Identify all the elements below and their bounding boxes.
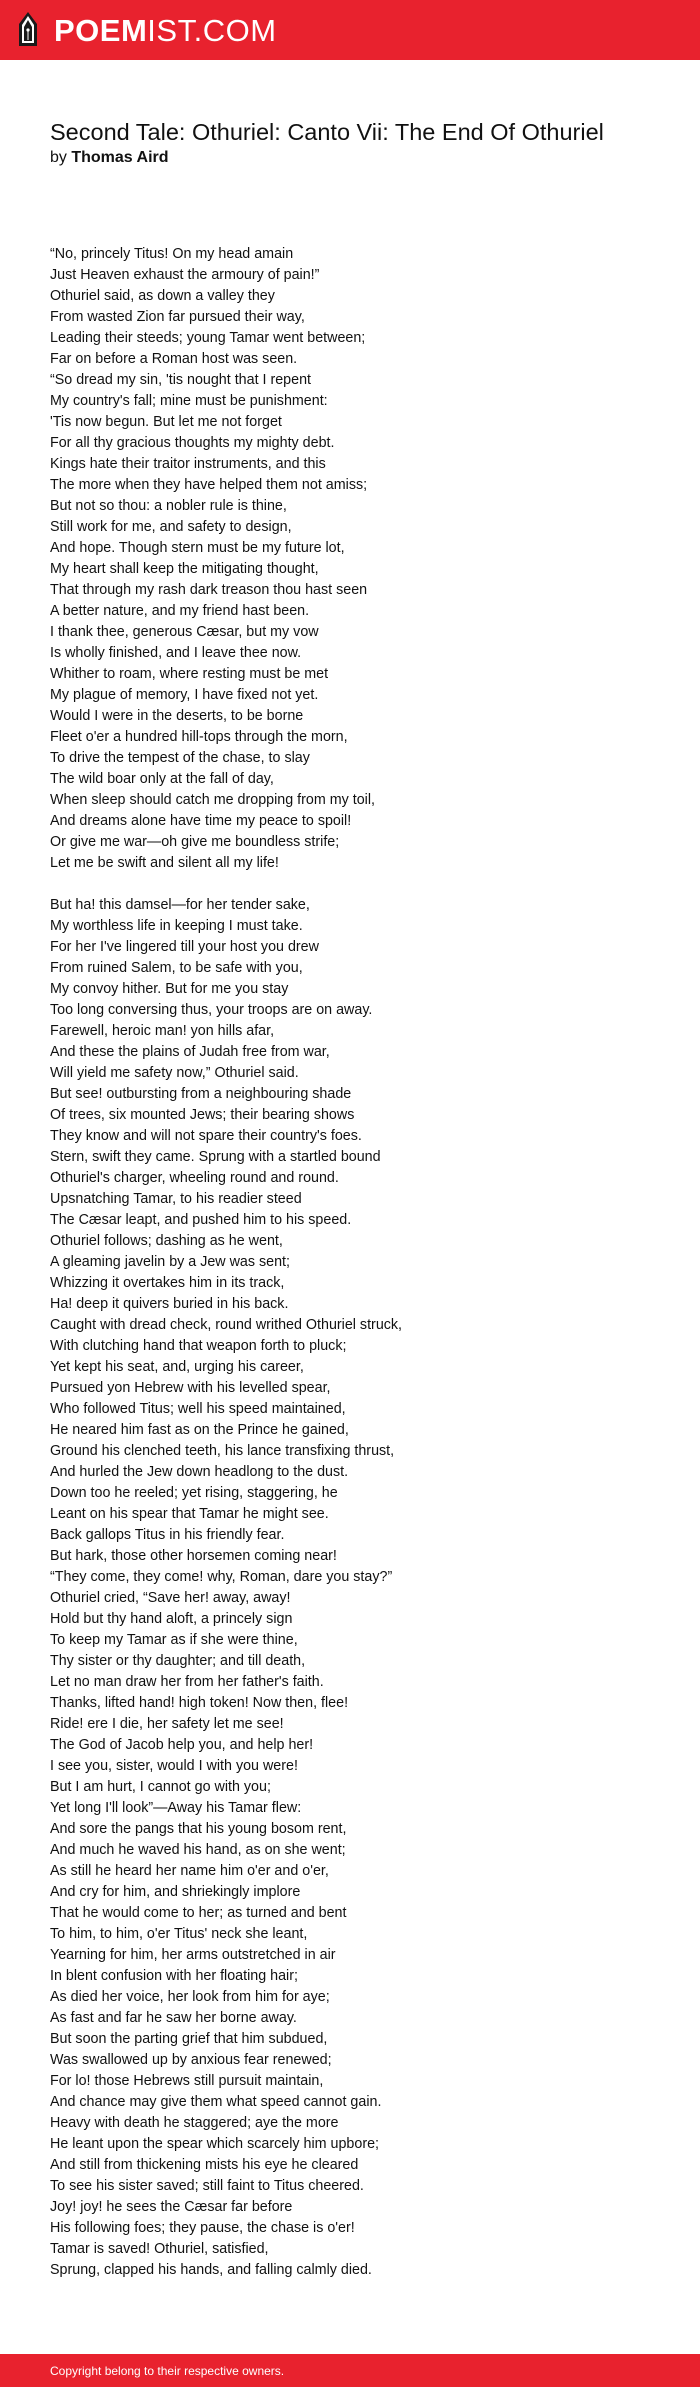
site-footer (0, 2354, 700, 2387)
poem-line: To drive the tempest of the chase, to slay (50, 750, 310, 766)
poem-line: Down too he reeled; yet rising, staggering, he (50, 1485, 338, 1501)
poem-line: My worthless life in keeping I must take. (50, 918, 303, 934)
poem-line: For lo! those Hebrews still pursuit maintain, (50, 2073, 324, 2089)
poem-line: Hold but thy hand aloft, a princely sign (50, 1611, 293, 1627)
poem-line: Is wholly finished, and I leave thee now. (50, 645, 302, 661)
author-name[interactable]: Thomas Aird (71, 149, 169, 166)
poem-line: For all thy gracious thoughts my mighty debt. (50, 435, 335, 451)
pen-nib-icon[interactable] (16, 10, 40, 50)
poem-line: To see his sister saved; still faint to Titus cheered. (50, 2178, 364, 2194)
poem-line: And sore the pangs that his young bosom rent, (50, 1821, 347, 1837)
poem-line: The Cæsar leapt, and pushed him to his speed. (50, 1212, 352, 1228)
poem-line: And these the plains of Judah free from war, (50, 1044, 330, 1060)
poem-line: And cry for him, and shriekingly implore (50, 1884, 301, 1900)
logo-light-text: IST.COM (147, 12, 277, 48)
poem-line: When sleep should catch me dropping from my toil, (50, 792, 376, 808)
site-header (0, 0, 700, 60)
site-logo[interactable] (54, 12, 277, 48)
poem-title: Second Tale: Othuriel: Canto Vii: The End Of Othuriel (50, 119, 604, 145)
poem-line: Yet long I'll look”—Away his Tamar flew: (50, 1800, 302, 1816)
stanza-break (50, 874, 670, 895)
poem-line: He neared him fast as on the Prince he gained, (50, 1422, 349, 1438)
poem-line: Ride! ere I die, her safety let me see! (50, 1716, 284, 1732)
poem-line: The more when they have helped them not amiss; (50, 477, 368, 493)
poem-line: And much he waved his hand, as on she went; (50, 1842, 346, 1858)
poem-line: As died her voice, her look from him for aye; (50, 1989, 330, 2005)
poem-line: Still work for me, and safety to design, (50, 519, 292, 535)
byline (50, 147, 650, 169)
poem-line: Ha! deep it quivers buried in his back. (50, 1296, 289, 1312)
poem-line: But not so thou: a nobler rule is thine, (50, 498, 287, 514)
poem-header (50, 119, 650, 169)
logo-bold-text: POEM (54, 12, 148, 48)
poem-line: Let no man draw her from her father's faith. (50, 1674, 324, 1690)
poem-line: Thy sister or thy daughter; and till death, (50, 1653, 306, 1669)
poem-line: To keep my Tamar as if she were thine, (50, 1632, 298, 1648)
poem-line: Or give me war—oh give me boundless strife; (50, 834, 340, 850)
poem-line: A gleaming javelin by a Jew was sent; (50, 1254, 290, 1270)
poem-line: From ruined Salem, to be safe with you, (50, 960, 303, 976)
poem-line: My country's fall; mine must be punishment: (50, 393, 328, 409)
poem-line: Was swallowed up by anxious fear renewed; (50, 2052, 332, 2068)
poem-line: Pursued yon Hebrew with his levelled spear, (50, 1380, 331, 1396)
stanza (50, 244, 670, 874)
poem-line: But ha! this damsel—for her tender sake, (50, 897, 310, 913)
poem-line: That he would come to her; as turned and bent (50, 1905, 347, 1921)
poem-line: As fast and far he saw her borne away. (50, 2010, 297, 2026)
poem-line: Would I were in the deserts, to be borne (50, 708, 304, 724)
poem-line: Whither to roam, where resting must be met (50, 666, 329, 682)
poem-line: Thanks, lifted hand! high token! Now then, flee! (50, 1695, 349, 1711)
poem-line: I thank thee, generous Cæsar, but my vow (50, 624, 319, 640)
poem-line: And dreams alone have time my peace to spoil! (50, 813, 352, 829)
poem-line: Whizzing it overtakes him in its track, (50, 1275, 285, 1291)
poem-line: Stern, swift they came. Sprung with a startled bound (50, 1149, 381, 1165)
poem-line: Othuriel's charger, wheeling round and round. (50, 1170, 339, 1186)
poem-line: Yearning for him, her arms outstretched in air (50, 1947, 336, 1963)
by-label: by (50, 149, 67, 166)
poem-line: For her I've lingered till your host you drew (50, 939, 319, 955)
poem-line: He leant upon the spear which scarcely him upbore; (50, 2136, 380, 2152)
poem-line: Farewell, heroic man! yon hills afar, (50, 1023, 275, 1039)
poem-body (50, 244, 670, 2281)
poem-line: Othuriel cried, “Save her! away, away! (50, 1590, 291, 1606)
poem-line: Fleet o'er a hundred hill-tops through the morn, (50, 729, 348, 745)
poem-line: Will yield me safety now,” Othuriel said. (50, 1065, 299, 1081)
poem-line: They know and will not spare their country's foes. (50, 1128, 362, 1144)
poem-line: Of trees, six mounted Jews; their bearing shows (50, 1107, 355, 1123)
poem-line: Leading their steeds; young Tamar went between; (50, 330, 366, 346)
poem-line: Far on before a Roman host was seen. (50, 351, 298, 367)
stanza (50, 895, 670, 2281)
poem-line: From wasted Zion far pursued their way, (50, 309, 305, 325)
poem-line: As still he heard her name him o'er and o'er, (50, 1863, 329, 1879)
poem-line: That through my rash dark treason thou hast seen (50, 582, 368, 598)
poem-line: To him, to him, o'er Titus' neck she leant, (50, 1926, 308, 1942)
poem-line: 'Tis now begun. But let me not forget (50, 414, 282, 430)
poem-line: “No, princely Titus! On my head amain (50, 246, 294, 262)
poem-line: “They come, they come! why, Roman, dare you stay?” (50, 1569, 393, 1585)
poem-line: But I am hurt, I cannot go with you; (50, 1779, 271, 1795)
poem-line: Heavy with death he staggered; aye the more (50, 2115, 339, 2131)
poem-line: But soon the parting grief that him subdued, (50, 2031, 328, 2047)
poem-line: And hope. Though stern must be my future lot, (50, 540, 345, 556)
poem-line: In blent confusion with her floating hair; (50, 1968, 298, 1984)
poem-line: Ground his clenched teeth, his lance transfixing thrust, (50, 1443, 395, 1459)
poem-line: With clutching hand that weapon forth to pluck; (50, 1338, 347, 1354)
poem-line: Back gallops Titus in his friendly fear. (50, 1527, 285, 1543)
poem-line: Just Heaven exhaust the armoury of pain!” (50, 267, 320, 283)
poem-line: Leant on his spear that Tamar he might see. (50, 1506, 329, 1522)
poem-line: Sprung, clapped his hands, and falling calmly died. (50, 2262, 372, 2278)
poem-line: Caught with dread check, round writhed Othuriel struck, (50, 1317, 403, 1333)
poem-line: The wild boar only at the fall of day, (50, 771, 274, 787)
copyright-text: Copyright belong to their respective owners. (50, 2363, 285, 2378)
poem-line: “So dread my sin, 'tis nought that I repent (50, 372, 312, 388)
poem-line: My plague of memory, I have fixed not yet. (50, 687, 319, 703)
poem-line: My heart shall keep the mitigating thought, (50, 561, 319, 577)
poem-line: But hark, those other horsemen coming near! (50, 1548, 337, 1564)
poem-line: I see you, sister, would I with you were! (50, 1758, 298, 1774)
poem-line: And still from thickening mists his eye he cleared (50, 2157, 359, 2173)
poem-line: And chance may give them what speed cannot gain. (50, 2094, 382, 2110)
poem-line: The God of Jacob help you, and help her! (50, 1737, 314, 1753)
poem-line: My convoy hither. But for me you stay (50, 981, 289, 997)
poem-line: His following foes; they pause, the chase is o'er! (50, 2220, 355, 2236)
poem-line: Joy! joy! he sees the Cæsar far before (50, 2199, 293, 2215)
poem-line: Too long conversing thus, your troops are on away. (50, 1002, 373, 1018)
poem-line: Let me be swift and silent all my life! (50, 855, 279, 871)
poem-line: Othuriel follows; dashing as he went, (50, 1233, 283, 1249)
poem-line: Kings hate their traitor instruments, and this (50, 456, 326, 472)
poem-line: Othuriel said, as down a valley they (50, 288, 275, 304)
poem-line: Yet kept his seat, and, urging his career, (50, 1359, 304, 1375)
poem-line: Tamar is saved! Othuriel, satisfied, (50, 2241, 269, 2257)
poem-line: Who followed Titus; well his speed maintained, (50, 1401, 346, 1417)
poem-line: A better nature, and my friend hast been. (50, 603, 310, 619)
poem-line: And hurled the Jew down headlong to the dust. (50, 1464, 349, 1480)
poem-line: Upsnatching Tamar, to his readier steed (50, 1191, 302, 1207)
poem-line: But see! outbursting from a neighbouring shade (50, 1086, 352, 1102)
